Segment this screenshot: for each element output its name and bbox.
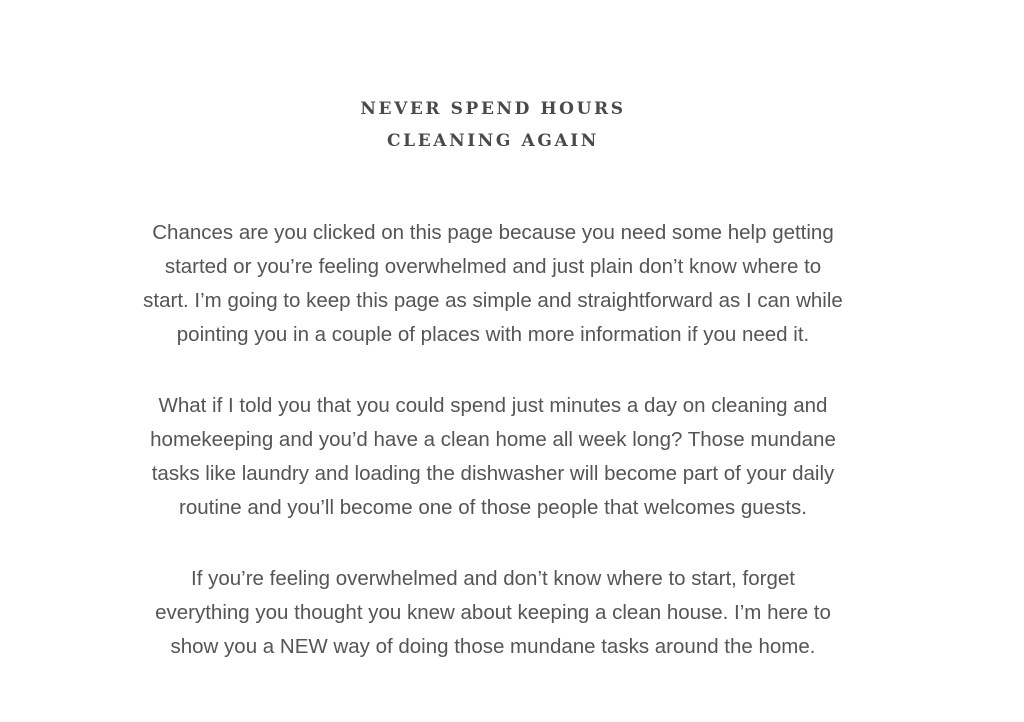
paragraph-line: pointing you in a couple of places with more information if you need it.: [176, 323, 810, 346]
paragraph-line: Chances are you clicked on this page because you need some help getting: [152, 221, 834, 244]
paragraph-line: started or you’re feeling overwhelmed and just plain don’t know where to: [164, 255, 822, 278]
what-if-paragraph: [94, 389, 892, 525]
paragraph-line: What if I told you that you could spend just minutes a day on cleaning and: [158, 394, 828, 417]
paragraph-line: tasks like laundry and loading the dishwasher will become part of your daily: [151, 462, 835, 485]
paragraph-line: routine and you’ll become one of those people that welcomes guests.: [179, 496, 807, 519]
paragraph-line: show you a NEW way of doing those mundane tasks around the home.: [170, 635, 816, 658]
paragraph-line: homekeeping and you’d have a clean home all week long? Those mundane: [150, 428, 836, 451]
page-title: [0, 93, 986, 157]
paragraph-line: everything you thought you knew about keeping a clean house. I’m here to: [155, 601, 831, 624]
page-title-line: CLEANING AGAIN: [387, 131, 599, 151]
page-title-line: NEVER SPEND HOURS: [360, 99, 626, 119]
paragraph-line: start. I’m going to keep this page as simple and straightforward as I can while: [143, 289, 843, 312]
paragraph-line: If you’re feeling overwhelmed and don’t know where to start, forget: [191, 567, 795, 590]
article-body: [94, 216, 892, 701]
intro-paragraph: [94, 216, 892, 352]
closing-paragraph: [94, 562, 892, 664]
